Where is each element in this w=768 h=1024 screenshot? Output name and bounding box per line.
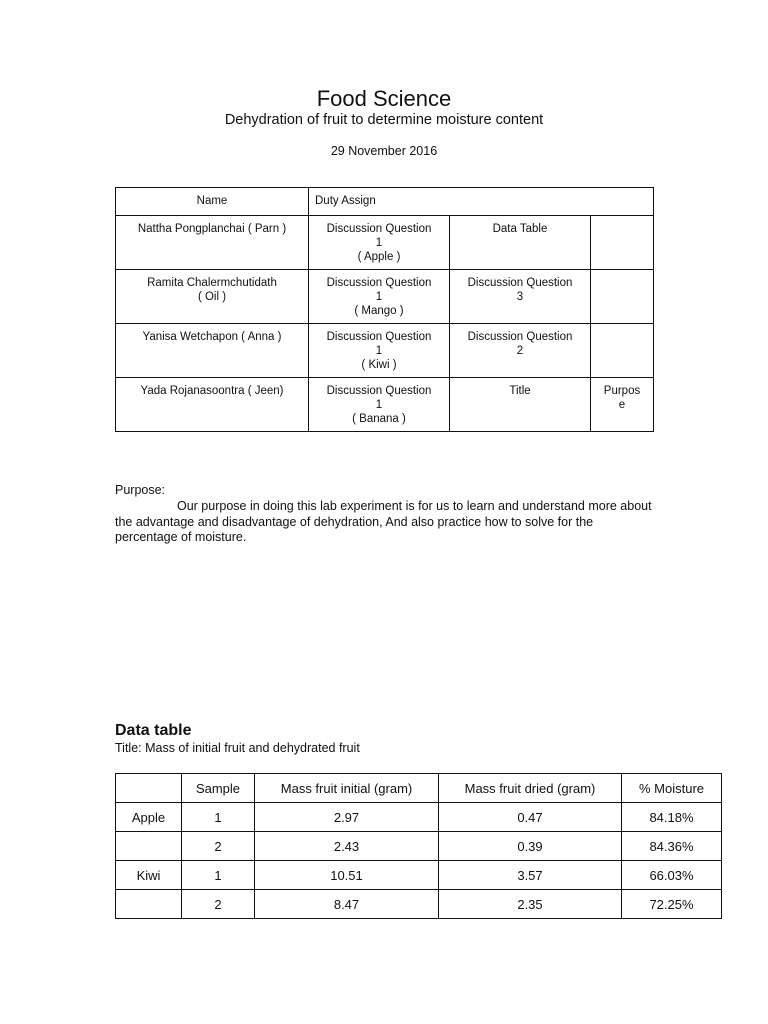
dried-mass-cell: 2.35 [439,890,622,919]
duty-header-name: Name [116,188,309,216]
initial-mass-cell: 2.43 [255,832,439,861]
document-subtitle: Dehydration of fruit to determine moisture content [224,112,544,128]
member-name: Ramita Chalermchutidath ( Oil ) [116,270,309,324]
fruit-cell: Apple [116,803,182,832]
table-row [116,890,722,919]
fruit-cell: Kiwi [116,861,182,890]
table-row [116,270,654,324]
column-header: Sample [182,774,255,803]
initial-mass-cell: 10.51 [255,861,439,890]
duty-cell: Discussion Question 2 [450,324,591,378]
duty-table [115,187,654,432]
duty-cell: Title [450,378,591,432]
column-header: Mass fruit initial (gram) [255,774,439,803]
dried-mass-cell: 3.57 [439,861,622,890]
column-header: Mass fruit dried (gram) [439,774,622,803]
duty-cell [591,270,654,324]
column-header: % Moisture [622,774,722,803]
member-name: Yanisa Wetchapon ( Anna ) [116,324,309,378]
data-table [115,773,722,919]
member-name: Yada Rojanasoontra ( Jeen) [116,378,309,432]
moisture-cell: 84.18% [622,803,722,832]
purpose-label: Purpose: [115,483,166,497]
moisture-cell: 84.36% [622,832,722,861]
table-row [116,378,654,432]
document-title: Food Science [316,86,452,111]
table-row [116,216,654,270]
duty-cell [591,216,654,270]
duty-cell: Discussion Question 1 ( Kiwi ) [309,324,450,378]
dried-mass-cell: 0.39 [439,832,622,861]
duty-cell: Discussion Question 1 ( Banana ) [309,378,450,432]
initial-mass-cell: 2.97 [255,803,439,832]
sample-cell: 2 [182,832,255,861]
initial-mass-cell: 8.47 [255,890,439,919]
duty-cell [591,324,654,378]
duty-table-header-row [116,188,654,216]
purpose-text: Our purpose in doing this lab experiment is for us to learn and understand more about the advantage and disadvantage of dehydration, And also practice how to solve for the percentage of moisture. [115,499,652,544]
duty-cell: Discussion Question 1 ( Mango ) [309,270,450,324]
table-row [116,832,722,861]
dried-mass-cell: 0.47 [439,803,622,832]
data-table-heading: Data table [115,722,192,739]
sample-cell: 1 [182,803,255,832]
sample-cell: 2 [182,890,255,919]
moisture-cell: 66.03% [622,861,722,890]
duty-header-assign: Duty Assign [309,188,654,216]
column-header [116,774,182,803]
document-date: 29 November 2016 [330,144,438,158]
duty-cell: Discussion Question 1 ( Apple ) [309,216,450,270]
fruit-cell [116,832,182,861]
data-table-header-row [116,774,722,803]
table-row [116,324,654,378]
duty-cell: Discussion Question 3 [450,270,591,324]
duty-cell: Data Table [450,216,591,270]
duty-cell: Purpos e [591,378,654,432]
table-row [116,861,722,890]
table-row [116,803,722,832]
sample-cell: 1 [182,861,255,890]
data-table-caption: Title: Mass of initial fruit and dehydrated fruit [115,741,360,755]
moisture-cell: 72.25% [622,890,722,919]
fruit-cell [116,890,182,919]
member-name: Nattha Pongplanchai ( Parn ) [116,216,309,270]
